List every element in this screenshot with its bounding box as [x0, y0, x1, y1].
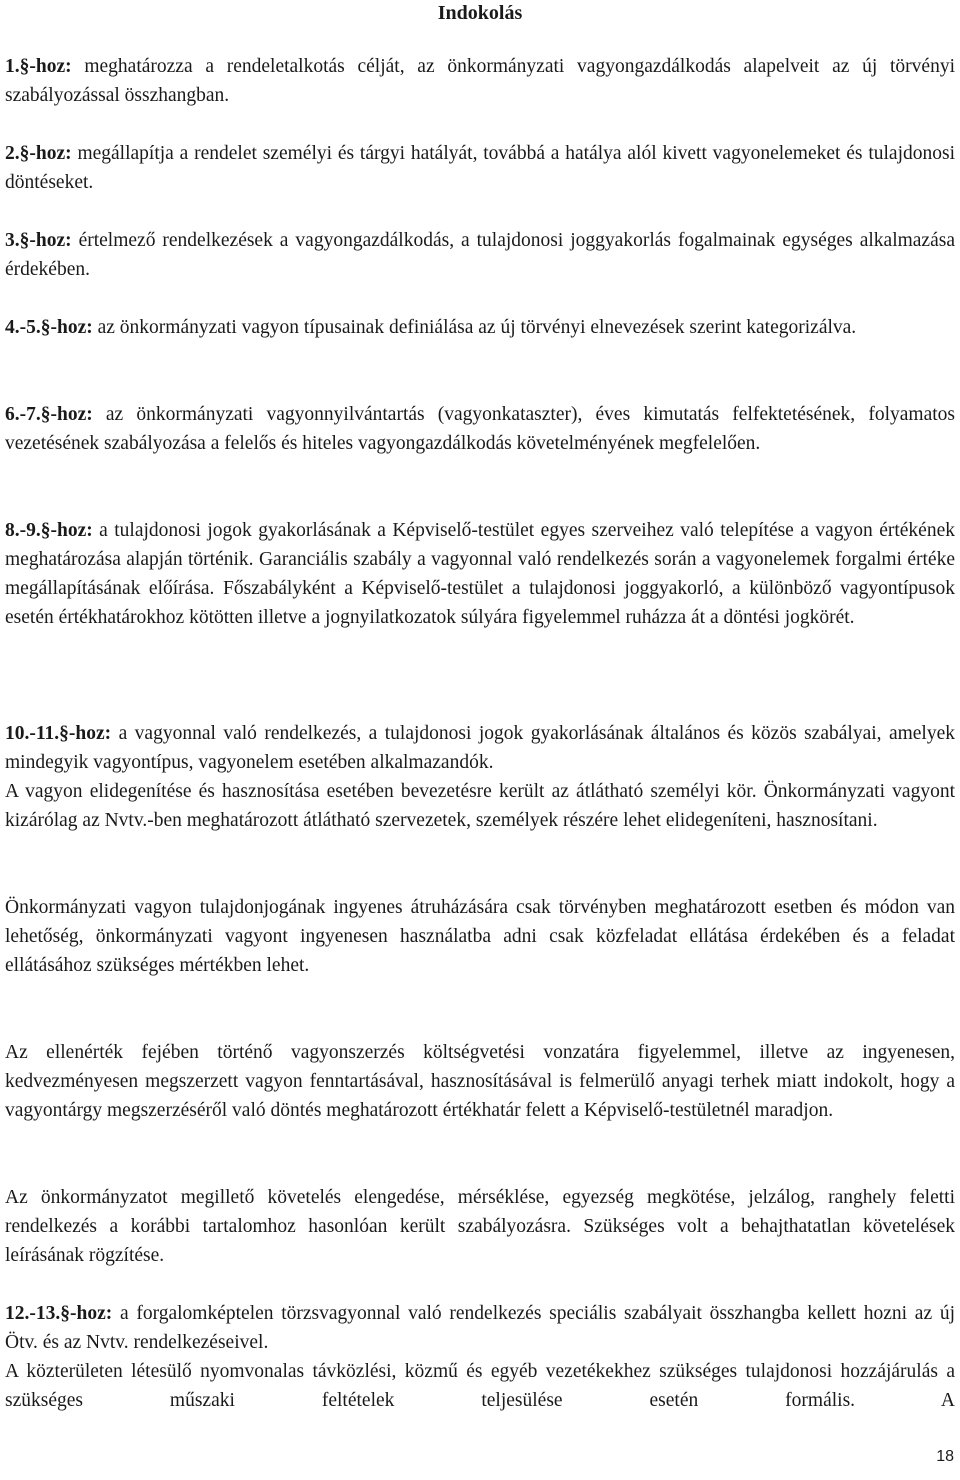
- paragraph-text: megállapítja a rendelet személyi és tárgyi hatályát, továbbá a hatálya alól kivett vagyonelemeket és tulajdonosi döntéseket.: [5, 143, 955, 193]
- paragraph-text: Az önkormányzatot megillető követelés elengedése, mérséklése, egyezség megkötése, jelzálog, ranghely feletti rendelkezés a korábbi tartalomhoz hasonlóan került szabályozásra. Szükséges volt a behajthatatlan követelések leírásának rögzítése.: [5, 1187, 955, 1266]
- page-number: 18: [936, 1448, 954, 1465]
- paragraph-ref: 1.§-hoz:: [5, 56, 72, 77]
- paragraph-text: meghatározza a rendeletalkotás célját, az önkormányzati vagyongazdálkodás alapelveit az új törvényi szabályozással összhangban.: [5, 56, 955, 106]
- paragraph-text: a tulajdonosi jogok gyakorlásának a Képviselő-testület egyes szerveihez való telepítése a vagyon értékének meghatározása alapján történik. Garanciális szabály a vagyonnal való rendelkezés során a vagyonelemek forgalmi értéke megállapításának előírása. Főszabályként a Képviselő-testület a tulajdonosi joggyakorló, a különböző vagyontípusok esetén értékhatárokhoz kötötten illetve a jognyilatkozatok súlyára figyelemmel ruházza át a döntési jogkörét.: [5, 520, 955, 628]
- paragraph-ref: 12.-13.§-hoz:: [5, 1303, 113, 1324]
- paragraph-text: A vagyon elidegenítése és hasznosítása esetében bevezetésre került az átlátható személyi kör. Önkormányzati vagyont kizárólag az Nvtv.-ben meghatározott átlátható szervezetek, személyek részére lehet elidegeníteni, hasznosítani.: [5, 781, 955, 831]
- page-title: Indokolás: [437, 2, 523, 24]
- paragraph-3: [5, 226, 955, 284]
- paragraph-9: [5, 893, 955, 980]
- paragraph-12: [5, 1299, 955, 1357]
- paragraph-5: [5, 400, 955, 458]
- paragraph-4: [5, 313, 955, 342]
- paragraph-11: [5, 1183, 955, 1270]
- paragraph-text: Önkormányzati vagyon tulajdonjogának ingyenes átruházására csak törvényben meghatározott esetben és módon van lehetőség, önkormányzati vagyont ingyenesen használatba adni csak közfeladat ellátása érdekében és a feladat ellátásához szükséges mértékben lehet.: [5, 897, 955, 976]
- paragraph-text: értelmező rendelkezések a vagyongazdálkodás, a tulajdonosi joggyakorlás fogalmainak egységes alkalmazása érdekében.: [5, 230, 955, 280]
- paragraph-ref: 6.-7.§-hoz:: [5, 404, 93, 425]
- paragraph-text: a forgalomképtelen törzsvagyonnal való rendelkezés speciális szabályait összhangba kellett hozni az új Ötv. és az Nvtv. rendelkezéseivel.: [5, 1303, 955, 1353]
- paragraph-ref: 10.-11.§-hoz:: [5, 723, 112, 744]
- paragraph-ref: 8.-9.§-hoz:: [5, 520, 93, 541]
- paragraph-ref: 2.§-hoz:: [5, 143, 72, 164]
- paragraph-1: [5, 52, 955, 110]
- paragraph-text: A közterületen létesülő nyomvonalas távközlési, közmű és egyéb vezetékekhez szükséges tulajdonosi hozzájárulás a szükséges műszaki feltételek teljesülése esetén formális. A: [5, 1361, 955, 1411]
- paragraph-text: az önkormányzati vagyon típusainak definiálása az új törvényi elnevezések szerint kategorizálva.: [92, 317, 857, 338]
- paragraph-text: az önkormányzati vagyonnyilvántartás (vagyonkataszter), éves kimutatás felfektetésének, folyamatos vezetésének szabályozása a felelős és hiteles vagyongazdálkodás követelményének megfelelően.: [5, 404, 955, 454]
- paragraph-8: [5, 777, 955, 835]
- paragraph-text: Az ellenérték fejében történő vagyonszerzés költségvetési vonzatára figyelemmel, illetve az ingyenesen, kedvezményesen megszerzett vagyon fenntartásával, hasznosításával is felmerülő anyagi terhek miatt indokolt, hogy a vagyontárgy megszerzéséről való döntés meghatározott értékhatár felett a Képviselő-testületnél maradjon.: [5, 1042, 955, 1121]
- paragraph-6: [5, 516, 955, 632]
- paragraph-2: [5, 139, 955, 197]
- paragraph-text: a vagyonnal való rendelkezés, a tulajdonosi jogok gyakorlásának általános és közös szabályai, amelyek mindegyik vagyontípus, vagyonelem esetében alkalmazandók.: [5, 723, 955, 773]
- paragraph-ref: 3.§-hoz:: [5, 230, 72, 251]
- paragraph-13: [5, 1357, 955, 1415]
- paragraph-7: [5, 719, 955, 777]
- paragraph-ref: 4.-5.§-hoz:: [5, 317, 93, 338]
- paragraph-10: [5, 1038, 955, 1125]
